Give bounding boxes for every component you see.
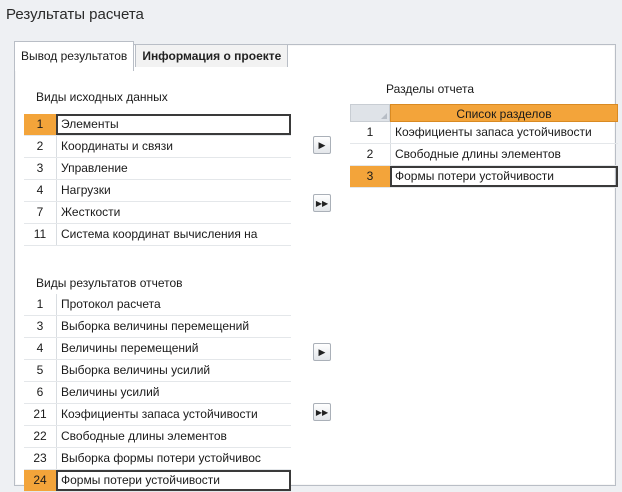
- tab-output-results[interactable]: Вывод результатов: [14, 41, 134, 71]
- list-item[interactable]: [24, 404, 291, 426]
- list-item[interactable]: [24, 426, 291, 448]
- window-title: Результаты расчета: [6, 6, 144, 23]
- list-item-number: 21: [33, 407, 47, 421]
- row-label: Формы потери устойчивости: [390, 166, 618, 187]
- tab-project-info[interactable]: Информация о проекте: [135, 44, 288, 67]
- tab-bar: [14, 44, 289, 66]
- list-item-label: Элементы: [56, 114, 291, 135]
- column-header[interactable]: Список разделов: [390, 104, 618, 122]
- list-item-label: Величины перемещений: [56, 338, 291, 359]
- table-row[interactable]: [350, 122, 618, 144]
- source-data-list: [24, 114, 291, 246]
- list-item[interactable]: [24, 316, 291, 338]
- table-row[interactable]: [350, 144, 618, 166]
- list-item-label: Система координат вычисления на: [56, 224, 291, 245]
- list-item[interactable]: [24, 360, 291, 382]
- list-item-label: Координаты и связи: [56, 136, 291, 157]
- list-item[interactable]: [24, 382, 291, 404]
- add-selected-button[interactable]: ▶: [313, 136, 331, 154]
- list-item-number: 7: [36, 205, 44, 219]
- list-item-label: Формы потери устойчивости: [56, 470, 291, 491]
- list-item-label: Управление: [56, 158, 291, 179]
- table-header: [350, 104, 618, 122]
- list-item-number: 2: [36, 139, 44, 153]
- list-item-number: 1: [24, 114, 56, 135]
- list-item-number: 4: [36, 341, 44, 355]
- list-item-label: Выборка формы потери устойчивос: [56, 448, 291, 469]
- report-sections-heading: Разделы отчета: [386, 82, 475, 96]
- row-number: 3: [350, 166, 390, 187]
- list-item[interactable]: [24, 136, 291, 158]
- list-item-label: Свободные длины элементов: [56, 426, 291, 447]
- add-selected-result-button[interactable]: ▶: [313, 343, 331, 361]
- source-data-heading: Виды исходных данных: [36, 90, 168, 104]
- row-label: Коэфициенты запаса устойчивости: [390, 122, 618, 143]
- list-item-number: 6: [36, 385, 44, 399]
- add-all-results-button[interactable]: ▶▶: [313, 403, 331, 421]
- list-item[interactable]: [24, 448, 291, 470]
- list-item-number: 24: [24, 470, 56, 491]
- row-number: 2: [366, 147, 374, 161]
- list-item-number: 4: [36, 183, 44, 197]
- list-item-number: 22: [33, 429, 47, 443]
- list-item-number: 3: [36, 161, 44, 175]
- report-sections-table: [350, 104, 618, 188]
- result-types-heading: Виды результатов отчетов: [36, 276, 183, 290]
- list-item-label: Выборка величины перемещений: [56, 316, 291, 337]
- list-item[interactable]: [24, 180, 291, 202]
- list-item[interactable]: [24, 114, 291, 136]
- list-item-label: Выборка величины усилий: [56, 360, 291, 381]
- list-item-number: 5: [36, 363, 44, 377]
- table-corner: [350, 104, 390, 122]
- list-item-label: Величины усилий: [56, 382, 291, 403]
- list-item[interactable]: [24, 224, 291, 246]
- list-item[interactable]: [24, 202, 291, 224]
- list-item-label: Нагрузки: [56, 180, 291, 201]
- row-number: 1: [366, 125, 374, 139]
- add-all-button[interactable]: ▶▶: [313, 194, 331, 212]
- list-item[interactable]: [24, 470, 291, 492]
- list-item[interactable]: [24, 294, 291, 316]
- table-row[interactable]: [350, 166, 618, 188]
- list-item-label: Жесткости: [56, 202, 291, 223]
- result-types-list: [24, 294, 291, 492]
- list-item-number: 11: [33, 227, 47, 241]
- list-item-number: 23: [33, 451, 47, 465]
- list-item-number: 3: [36, 319, 44, 333]
- list-item-number: 1: [36, 297, 44, 311]
- row-label: Свободные длины элементов: [390, 144, 618, 165]
- list-item-label: Протокол расчета: [56, 294, 291, 315]
- list-item-label: Коэфициенты запаса устойчивости: [56, 404, 291, 425]
- list-item[interactable]: [24, 158, 291, 180]
- list-item[interactable]: [24, 338, 291, 360]
